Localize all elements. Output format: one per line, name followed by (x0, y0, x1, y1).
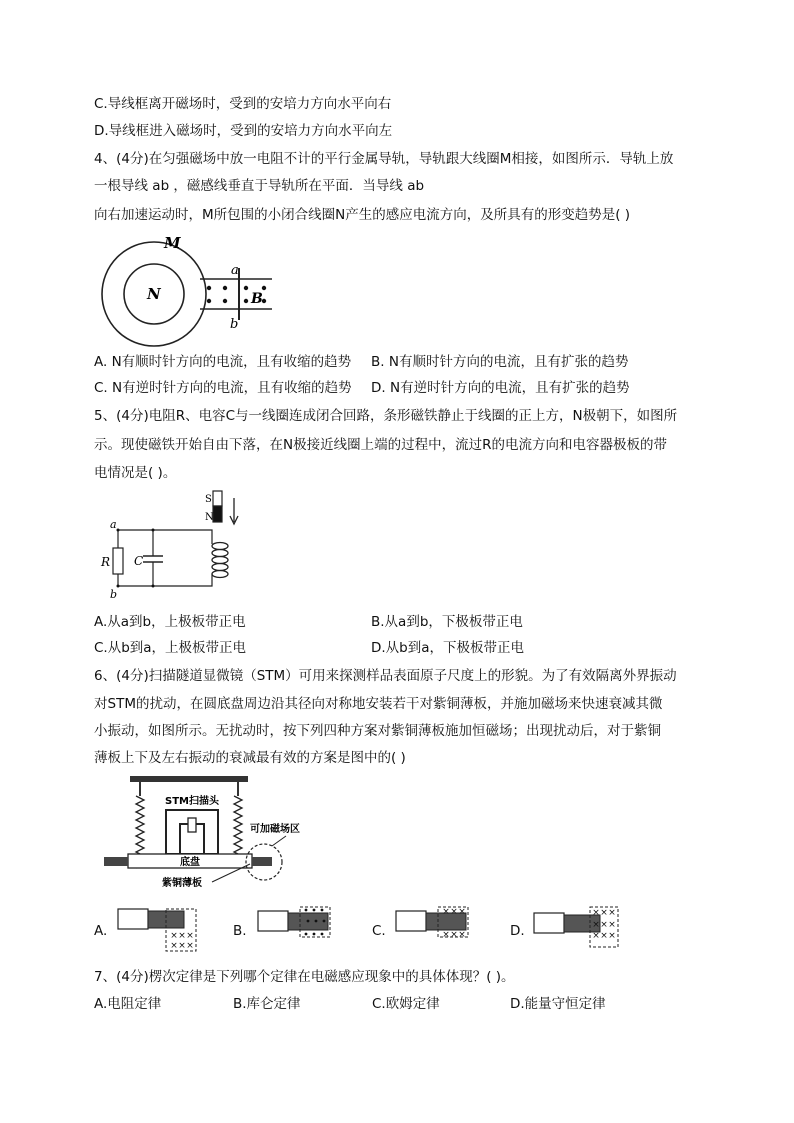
label-c: C (134, 554, 144, 568)
q4-stem-line2: 一根导线 ab ，磁感线垂直于导轨所在平面．当导线 ab (94, 178, 425, 194)
svg-text:×: × (600, 931, 608, 941)
frame-top (130, 776, 248, 782)
q7-option-b: B.库仑定律 (233, 996, 301, 1012)
svg-text:×: × (458, 930, 466, 940)
q6-option-a-label: A. (94, 923, 108, 939)
q7-option-a: A.电阻定律 (94, 996, 162, 1012)
svg-text:×: × (186, 941, 194, 951)
stm-tip (188, 818, 196, 832)
q6-option-a-diagram (116, 905, 200, 955)
base-label: 底盘 (180, 857, 200, 868)
q6-stem-line3: 小振动，如图所示。无扰动时，按下列四种方案对紫铜薄板施加恒磁场；出现扰动后，对于紫铜 (94, 723, 661, 739)
q6-stm-figure (100, 774, 300, 892)
label-b: b (110, 588, 118, 601)
svg-text:×: × (608, 908, 616, 918)
q6-option-d-label: D. (510, 923, 525, 939)
svg-text:×: × (442, 930, 450, 940)
resistor-r (113, 548, 123, 574)
svg-text:×: × (178, 931, 186, 941)
svg-text:×: × (608, 920, 616, 930)
copper-plate-left (104, 857, 128, 866)
q4-option-d: D. N有逆时针方向的电流，且有扩张的趋势 (371, 380, 630, 396)
svg-text:×: × (178, 941, 186, 951)
q4-option-c: C. N有逆时针方向的电流，且有收缩的趋势 (94, 380, 352, 396)
q5-stem-line2: 示。现使磁铁开始自由下落，在N极接近线圈上端的过程中，流过R的电流方向和电容器极板的带 (94, 437, 667, 453)
label-s: S (205, 494, 212, 505)
q6-option-b-label: B. (233, 923, 247, 939)
q4-coil-rail-figure (94, 232, 284, 350)
svg-text:×: × (592, 908, 600, 918)
plate-label: 紫铜薄板 (162, 878, 202, 889)
field-zone-label: 可加磁场区 (250, 824, 300, 835)
svg-text:×: × (442, 907, 450, 917)
q6-option-c-diagram (394, 905, 478, 945)
q4-option-a: A. N有顺时针方向的电流，且有收缩的趋势 (94, 354, 352, 370)
label-a: a (110, 518, 117, 531)
svg-text:×: × (592, 920, 600, 930)
q4-stem-line1: 4、(4分)在匀强磁场中放一电阻不计的平行金属导轨，导轨跟大线圈M相接，如图所示．导轨上放 (94, 151, 674, 167)
q5-option-d: D.从b到a，下极板带正电 (371, 640, 525, 656)
svg-text:×: × (600, 908, 608, 918)
svg-text:×: × (458, 907, 466, 917)
svg-text:×: × (450, 907, 458, 917)
label-n: N (147, 285, 161, 303)
svg-text:×: × (608, 931, 616, 941)
q4-stem-line3: 向右加速运动时，M所包围的小闭合线圈N产生的感应电流方向，及所具有的形变趋势是( ) (94, 207, 631, 223)
svg-text:×: × (592, 931, 600, 941)
coil (212, 543, 228, 578)
stm-head-label: STM扫描头 (165, 796, 219, 807)
q5-option-a: A.从a到b，上极板带正电 (94, 614, 246, 630)
svg-text:×: × (170, 931, 178, 941)
q6-stem-line4: 薄板上下及左右振动的衰减最有效的方案是图中的( ) (94, 750, 406, 766)
q5-circuit-figure (98, 488, 248, 604)
q5-option-b: B.从a到b，下极板带正电 (371, 614, 523, 630)
q6-stem-line2: 对STM的扰动，在圆底盘周边沿其径向对称地安装若干对紫铜薄板，并施加磁场来快速衰减其微 (94, 696, 663, 712)
q5-stem-line3: 电情况是( )。 (94, 465, 177, 481)
q3-option-d: D.导线框进入磁场时，受到的安培力方向水平向左 (94, 123, 393, 139)
q6-option-c-label: C. (372, 923, 386, 939)
label-magnet-n: N (205, 512, 214, 523)
q7-option-c: C.欧姆定律 (372, 996, 440, 1012)
q5-stem-line1: 5、(4分)电阻R、电容C与一线圈连成闭合回路，条形磁铁静止于线圈的正上方，N极朝下，如图所 (94, 408, 678, 424)
copper-plate-right (252, 857, 272, 866)
svg-text:×: × (450, 930, 458, 940)
q7-option-d: D.能量守恒定律 (510, 996, 606, 1012)
label-r: R (101, 555, 111, 569)
q3-option-c: C.导线框离开磁场时，受到的安培力方向水平向右 (94, 96, 392, 112)
label-m: M (164, 234, 181, 252)
q6-option-b-diagram (256, 905, 340, 945)
magnet-s-pole (213, 491, 222, 506)
magnet-n-pole (213, 506, 222, 522)
q6-option-d-diagram (532, 905, 622, 951)
svg-text:×: × (170, 941, 178, 951)
svg-text:×: × (186, 931, 194, 941)
label-field-b: B (251, 291, 263, 307)
label-b: b (230, 317, 239, 332)
q7-stem: 7、(4分)楞次定律是下列哪个定律在电磁感应现象中的具体体现？( )。 (94, 969, 515, 985)
q6-stem-line1: 6、(4分)扫描隧道显微镜（STM）可用来探测样品表面原子尺度上的形貌。为了有效隔离外界振动 (94, 668, 677, 684)
label-a: a (231, 263, 239, 278)
q5-option-c: C.从b到a，上极板带正电 (94, 640, 247, 656)
svg-text:×: × (600, 920, 608, 930)
q4-option-b: B. N有顺时针方向的电流，且有扩张的趋势 (371, 354, 629, 370)
